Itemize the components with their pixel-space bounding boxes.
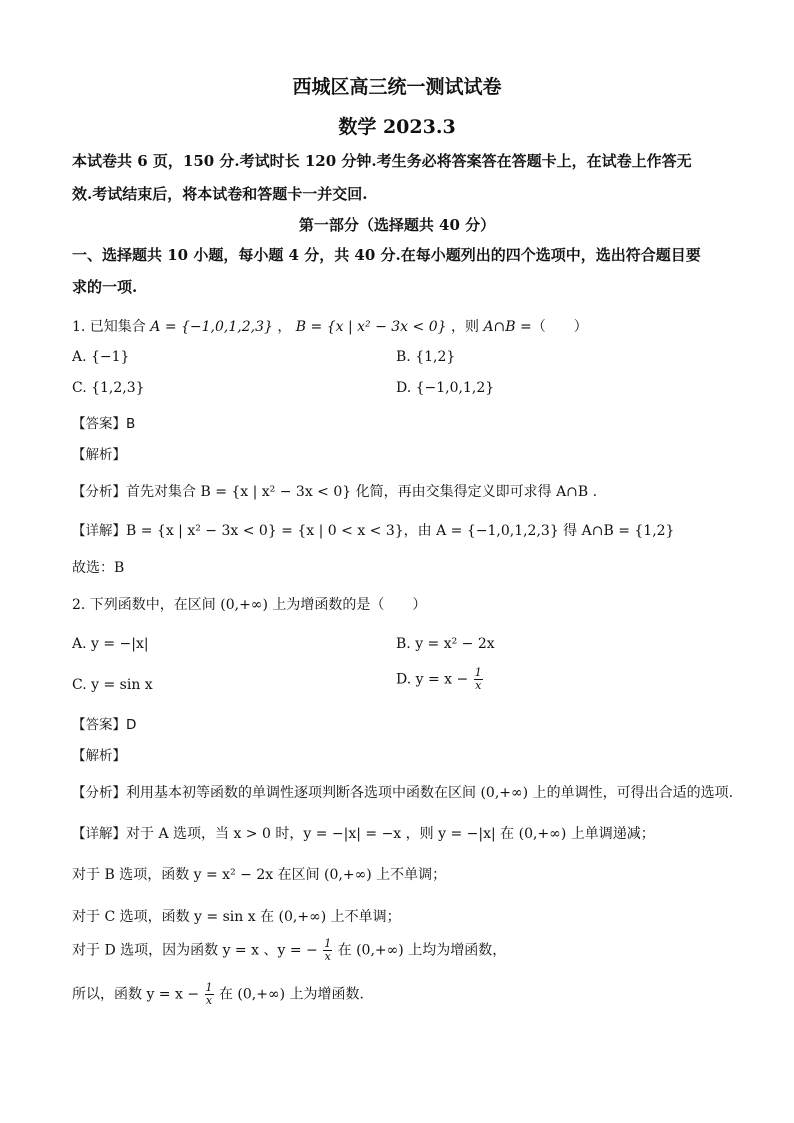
q1-stem-end: =（ ） [520,319,588,335]
q2-line-d-prefix: 对于 D 选项，因为函数 y = x 、y = − [72,942,318,959]
q1-choose: 故选：B [72,560,125,576]
q2-line-d [72,938,506,963]
q2-option-d-prefix: D. y = x − [396,671,469,688]
q2-analysis-tag: 【解析】 [72,748,126,764]
q1-option-c: C. {1,2,3} [72,380,145,396]
q1-option-b: B. {1,2} [396,349,456,365]
q1-stem [72,316,588,336]
q2-answer-value: D [126,717,137,733]
q2-stem: 2. 下列函数中，在区间 (0,+∞) 上为增函数的是（ ） [72,597,427,613]
q1-answer-tag: 【答案】 [72,416,126,432]
part1-instruction-1: 一、选择题共 10 小题，每小题 4 分，共 40 分.在每小题列出的四个选项中，选出符合题目要 [72,246,701,264]
q2-option-d-numerator: 1 [474,666,482,679]
q1-fenxi-text: 首先对集合 B = {x | x² − 3x < 0} 化简，再由交集得定义即可求得 A∩B . [126,484,598,500]
q1-fenxi-tag: 【分析】 [72,484,126,500]
q2-line-e-numerator: 1 [205,981,213,994]
q1-option-a: A. {−1} [72,349,130,365]
q2-xiangjie-tag: 【详解】 [72,826,126,842]
q2-answer-tag: 【答案】 [72,717,126,733]
q2-line-c: 对于 C 选项，函数 y = sin x 在 (0,+∞) 上不单调； [72,909,401,925]
q1-answer [72,412,135,432]
q2-xiangjie [72,822,655,843]
q2-line-d-denominator: x [324,950,331,963]
q2-line-e-suffix: 在 (0,+∞) 上为增函数. [218,986,365,1003]
q1-fenxi [72,480,597,501]
intro-line-1: 本试卷共 6 页，150 分.考试时长 120 分钟.考生务必将答案答在答题卡上，在试卷上作答无 [72,152,692,170]
q2-option-d-denominator: x [475,679,482,692]
q2-line-e [72,982,364,1007]
q2-line-d-fraction [323,938,332,963]
q2-fenxi [72,781,733,802]
q2-line-e-denominator: x [205,994,213,1007]
q2-fenxi-text: 利用基本初等函数的单调性逐项判断各选项中函数在区间 (0,+∞) 上的单调性，可得出合适的选项. [126,785,734,801]
q1-xiangjie-tag: 【详解】 [72,523,126,539]
q2-line-e-fraction [205,982,214,1007]
q1-set-b: B = {x | x² − 3x < 0} [295,319,447,335]
q2-option-d [396,667,484,692]
q1-xiangjie-text: B = {x | x² − 3x < 0} = {x | 0 < x < 3}，由 A = {−1,0,1,2,3} 得 A∩B = {1,2} [126,523,675,539]
q1-analysis-tag: 【解析】 [72,447,126,463]
q1-stem-mid: ，则 [450,319,479,335]
intro-line-2: 效.考试结束后，将本试卷和答题卡一并交回. [72,185,368,203]
exam-title: 西城区高三统一测试试卷 [292,76,502,98]
q1-answer-value: B [126,416,136,432]
q1-xiangjie [72,519,674,540]
q2-xiangjie-text: 对于 A 选项，当 x > 0 时，y = −|x| = −x ，则 y = −|x| 在 (0,+∞) 上单调递减； [126,826,655,842]
q2-option-c: C. y = sin x [72,677,153,693]
q2-option-a: A. y = −|x| [72,636,149,652]
q2-option-b: B. y = x² − 2x [396,636,495,652]
q2-line-e-prefix: 所以，函数 y = x − [72,986,200,1003]
q2-fenxi-tag: 【分析】 [72,785,126,801]
q1-stem-prefix: 1. 已知集合 [72,319,146,335]
q1-sep: ， [277,319,292,335]
part1-instruction-2: 求的一项. [72,278,138,296]
q2-line-b: 对于 B 选项，函数 y = x² − 2x 在区间 (0,+∞) 上不单调； [72,867,447,883]
q1-option-d: D. {−1,0,1,2} [396,380,495,396]
q2-option-d-fraction [474,667,483,692]
q1-expr: A∩B [483,319,516,335]
q2-line-d-numerator: 1 [324,937,332,950]
q1-set-a: A = {−1,0,1,2,3} [150,319,273,335]
part1-heading: 第一部分（选择题共 40 分） [298,216,496,234]
q2-answer [72,713,136,733]
q2-line-d-suffix: 在 (0,+∞) 上均为增函数， [337,942,507,959]
exam-subtitle: 数学 2023.3 [338,116,456,138]
